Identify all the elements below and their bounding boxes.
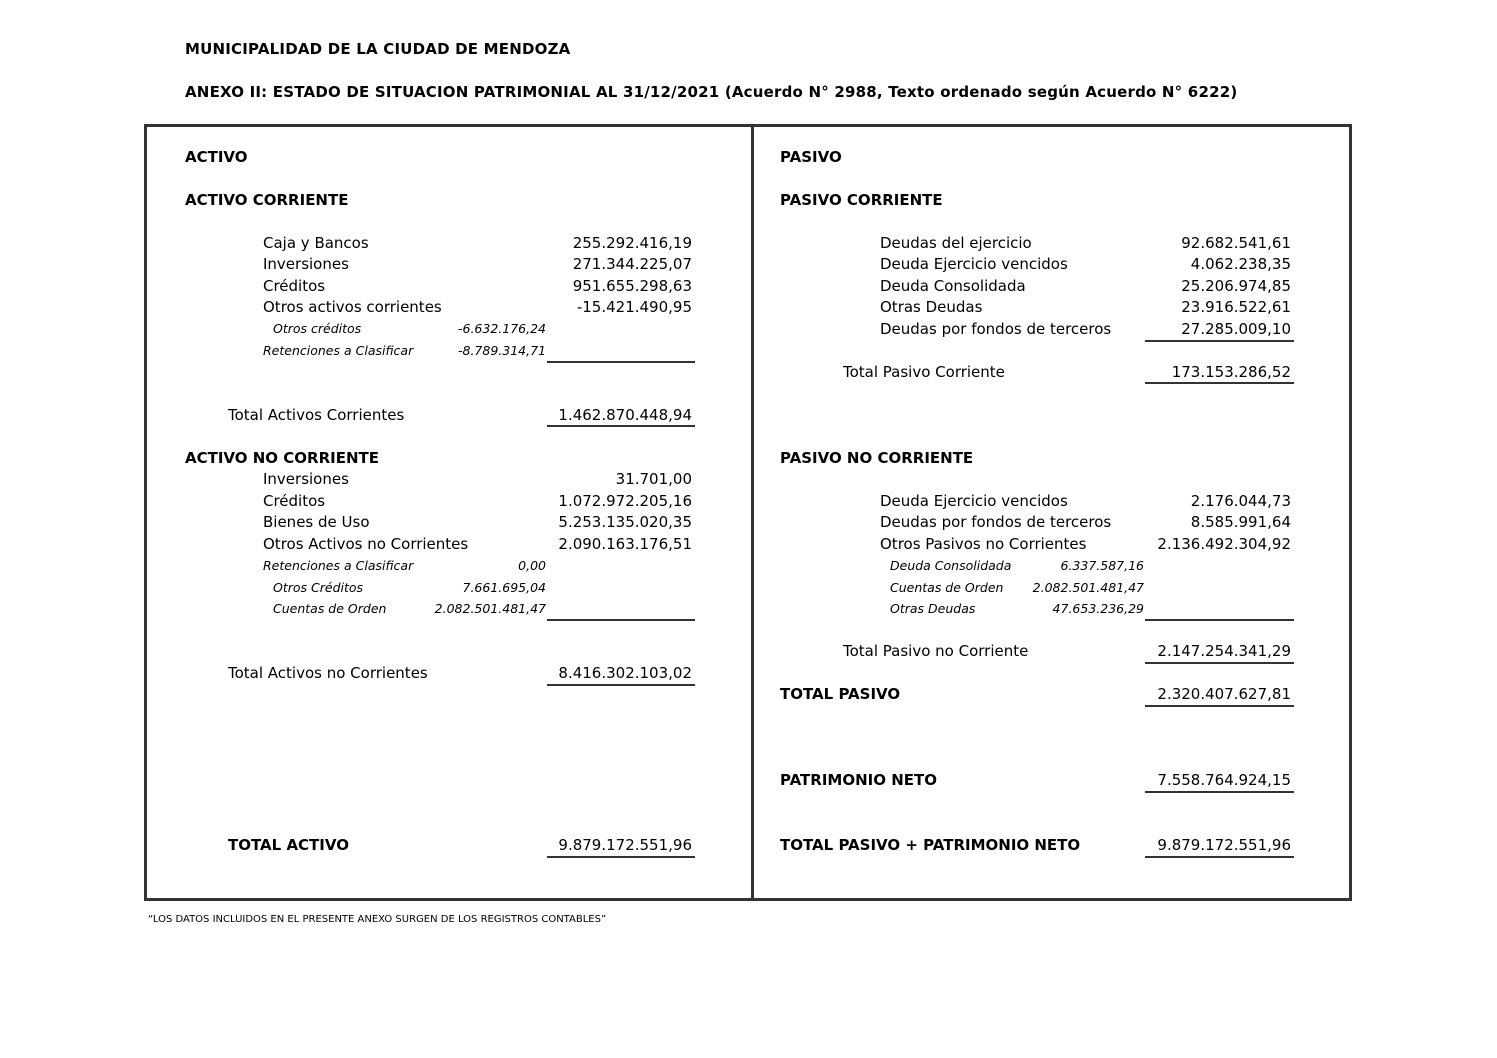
line-item-label: Otros activos corrientes xyxy=(263,298,442,316)
line-item-label: Otras Deudas xyxy=(880,298,983,316)
total-pasivo-value: 2.320.407.627,81 xyxy=(1157,685,1291,703)
line-item-value: 255.292.416,19 xyxy=(572,234,692,252)
sub-item-label: Retenciones a Clasificar xyxy=(263,343,414,358)
line-item-label: Inversiones xyxy=(263,470,349,488)
line-item-label: Deudas por fondos de terceros xyxy=(880,513,1112,531)
line-item-value: 31.701,00 xyxy=(615,470,692,488)
municipality-title: MUNICIPALIDAD DE LA CIUDAD DE MENDOZA xyxy=(185,40,571,58)
total-pasivo-patrimonio-label: TOTAL PASIVO + PATRIMONIO NETO xyxy=(780,836,1081,854)
sub-item-value: 7.661.695,04 xyxy=(462,580,546,595)
line-item-value: 2.176.044,73 xyxy=(1190,492,1291,510)
total-pasivo-corriente-label: Total Pasivo Corriente xyxy=(843,363,1005,381)
total-rule xyxy=(1145,791,1294,793)
patrimonio-neto-value: 7.558.764.924,15 xyxy=(1157,771,1291,789)
subtotal-rule xyxy=(547,619,695,621)
sub-item-label: Otras Deudas xyxy=(890,601,976,616)
line-item-label: Inversiones xyxy=(263,255,349,273)
subtotal-rule xyxy=(547,361,695,363)
total-activo-label: TOTAL ACTIVO xyxy=(228,836,349,854)
sub-item-label: Retenciones a Clasificar xyxy=(263,558,414,573)
total-activo-no-corriente-label: Total Activos no Corrientes xyxy=(228,664,428,682)
total-rule xyxy=(547,856,695,858)
total-pasivo-corriente-value: 173.153.286,52 xyxy=(1171,363,1291,381)
activo-corriente-heading: ACTIVO CORRIENTE xyxy=(185,191,349,209)
sub-item-value: -8.789.314,71 xyxy=(457,343,546,358)
line-item-value: 25.206.974,85 xyxy=(1181,277,1291,295)
patrimonio-neto-label: PATRIMONIO NETO xyxy=(780,771,937,789)
line-item-label: Deuda Ejercicio vencidos xyxy=(880,492,1068,510)
line-item-value: 951.655.298,63 xyxy=(572,277,692,295)
line-item-label: Créditos xyxy=(263,492,326,510)
line-item-value: 1.072.972.205,16 xyxy=(558,492,692,510)
subtotal-rule xyxy=(1145,340,1294,342)
footer-note: “LOS DATOS INCLUIDOS EN EL PRESENTE ANEXO SURGEN DE LOS REGISTROS CONTABLES” xyxy=(148,914,607,925)
total-pasivo-patrimonio-value: 9.879.172.551,96 xyxy=(1157,836,1291,854)
line-item-value: 2.136.492.304,92 xyxy=(1157,535,1291,553)
line-item-label: Deudas del ejercicio xyxy=(880,234,1032,252)
activo-no-corriente-heading: ACTIVO NO CORRIENTE xyxy=(185,449,379,467)
line-item-value: 5.253.135.020,35 xyxy=(558,513,692,531)
pasivo-no-corriente-heading: PASIVO NO CORRIENTE xyxy=(780,449,974,467)
sub-item-value: 2.082.501.481,47 xyxy=(1032,580,1144,595)
sub-item-label: Cuentas de Orden xyxy=(890,580,1004,595)
line-item-label: Otros Activos no Corrientes xyxy=(263,535,469,553)
total-pasivo-no-corriente-label: Total Pasivo no Corriente xyxy=(843,642,1029,660)
total-rule xyxy=(547,425,695,427)
sub-item-label: Otros créditos xyxy=(273,321,362,336)
total-activo-corriente-value: 1.462.870.448,94 xyxy=(558,406,692,424)
line-item-value: 271.344.225,07 xyxy=(572,255,692,273)
line-item-value: 8.585.991,64 xyxy=(1190,513,1291,531)
total-rule xyxy=(1145,856,1294,858)
sub-item-value: 0,00 xyxy=(518,558,546,573)
line-item-value: 23.916.522,61 xyxy=(1181,298,1291,316)
sub-item-label: Deuda Consolidada xyxy=(890,558,1012,573)
line-item-value: 92.682.541,61 xyxy=(1181,234,1291,252)
sub-item-label: Otros Créditos xyxy=(273,580,364,595)
line-item-label: Deudas por fondos de terceros xyxy=(880,320,1112,338)
total-rule xyxy=(1145,382,1294,384)
sub-item-value: -6.632.176,24 xyxy=(457,321,546,336)
column-divider xyxy=(751,124,754,901)
total-activo-value: 9.879.172.551,96 xyxy=(558,836,692,854)
pasivo-corriente-heading: PASIVO CORRIENTE xyxy=(780,191,943,209)
line-item-label: Caja y Bancos xyxy=(263,234,369,252)
line-item-label: Deuda Consolidada xyxy=(880,277,1026,295)
total-rule xyxy=(547,684,695,686)
total-rule xyxy=(1145,662,1294,664)
total-pasivo-label: TOTAL PASIVO xyxy=(780,685,901,703)
line-item-value: -15.421.490,95 xyxy=(576,298,692,316)
line-item-label: Bienes de Uso xyxy=(263,513,370,531)
line-item-label: Otros Pasivos no Corrientes xyxy=(880,535,1087,553)
line-item-value: 4.062.238,35 xyxy=(1190,255,1291,273)
line-item-label: Créditos xyxy=(263,277,326,295)
line-item-value: 2.090.163.176,51 xyxy=(558,535,692,553)
subtotal-rule xyxy=(1145,619,1294,621)
line-item-label: Deuda Ejercicio vencidos xyxy=(880,255,1068,273)
total-activo-no-corriente-value: 8.416.302.103,02 xyxy=(558,664,692,682)
total-pasivo-no-corriente-value: 2.147.254.341,29 xyxy=(1157,642,1291,660)
total-rule xyxy=(1145,705,1294,707)
sub-item-label: Cuentas de Orden xyxy=(273,601,387,616)
annex-title: ANEXO II: ESTADO DE SITUACION PATRIMONIAL AL 31/12/2021 (Acuerdo N° 2988, Texto ordenado según Acuerdo N° 6222) xyxy=(185,83,1238,101)
sub-item-value: 47.653.236,29 xyxy=(1052,601,1144,616)
sub-item-value: 2.082.501.481,47 xyxy=(434,601,546,616)
pasivo-heading: PASIVO xyxy=(780,148,842,166)
sub-item-value: 6.337.587,16 xyxy=(1060,558,1144,573)
activo-heading: ACTIVO xyxy=(185,148,248,166)
total-activo-corriente-label: Total Activos Corrientes xyxy=(228,406,405,424)
line-item-value: 27.285.009,10 xyxy=(1181,320,1291,338)
